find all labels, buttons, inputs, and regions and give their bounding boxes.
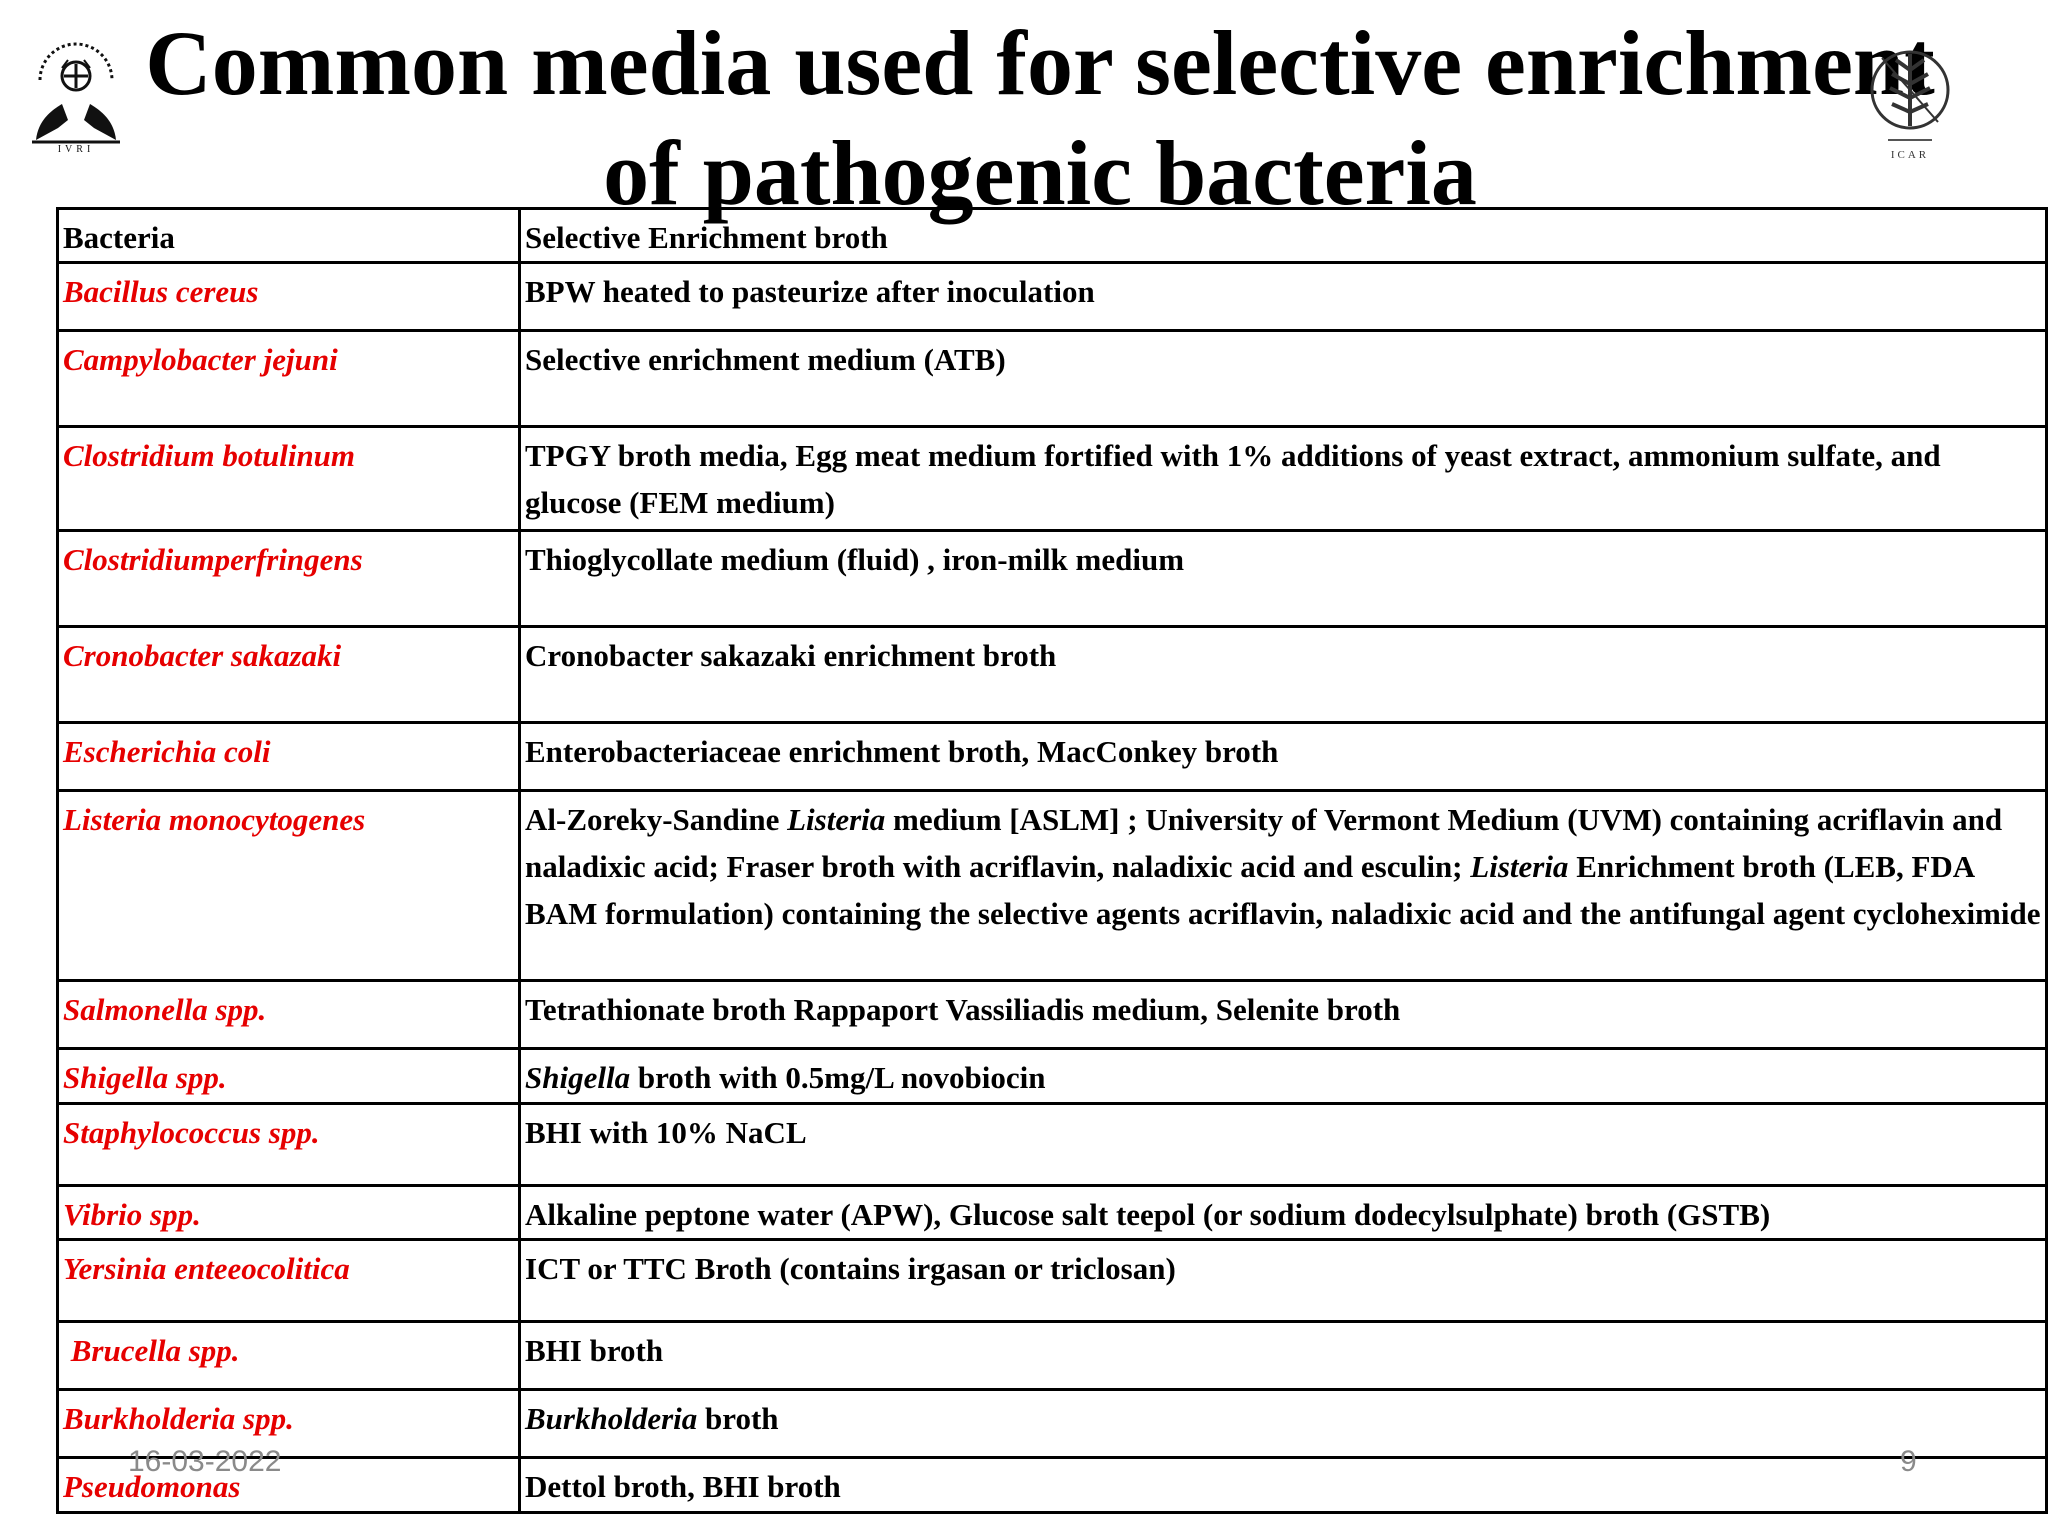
broth-text-italic: Listeria xyxy=(1470,849,1569,884)
table-row xyxy=(58,1049,2047,1104)
slide-title xyxy=(100,8,1980,228)
broth-text: Enterobacteriaceae enrichment broth, MacConkey broth xyxy=(525,734,1279,769)
broth-text: Enrichment broth (LEB, FDA BAM formulation) containing the selective agents acriflavin, naladixic acid and the antifungal agent cycloheximide xyxy=(525,849,2041,931)
table-header-row xyxy=(58,209,2047,263)
table-row xyxy=(58,1186,2047,1240)
enrichment-broth-cell xyxy=(520,627,2047,723)
bacteria-cell: Listeria monocytogenes xyxy=(58,791,520,981)
bacteria-cell: Brucella spp. xyxy=(58,1322,520,1390)
enrichment-broth-cell xyxy=(520,1322,2047,1390)
broth-text: Tetrathionate broth Rappaport Vassiliadis medium, Selenite broth xyxy=(525,992,1401,1027)
enrichment-broth-cell xyxy=(520,427,2047,531)
enrichment-broth-cell xyxy=(520,723,2047,791)
broth-text: broth with 0.5mg/L novobiocin xyxy=(630,1060,1046,1095)
bacteria-cell: Burkholderia spp. xyxy=(58,1390,520,1458)
broth-text: Al-Zoreky-Sandine xyxy=(525,802,788,837)
bacteria-cell: Clostridiumperfringens xyxy=(58,531,520,627)
enrichment-broth-cell xyxy=(520,791,2047,981)
bacteria-cell: Clostridium botulinum xyxy=(58,427,520,531)
bacteria-cell: Pseudomonas xyxy=(58,1458,520,1513)
table-row xyxy=(58,1458,2047,1513)
bacteria-cell: Shigella spp. xyxy=(58,1049,520,1104)
table-row xyxy=(58,1240,2047,1322)
slide-page-number: 9 xyxy=(1900,1445,1917,1478)
enrichment-broth-cell xyxy=(520,1186,2047,1240)
broth-text-italic: Shigella xyxy=(525,1060,631,1095)
title-line-1: Common media used for selective enrichment xyxy=(145,12,1935,114)
enrichment-broth-cell xyxy=(520,1458,2047,1513)
broth-text: Cronobacter sakazaki enrichment broth xyxy=(525,638,1057,673)
bacteria-cell: Staphylococcus spp. xyxy=(58,1104,520,1186)
broth-text-italic: Burkholderia xyxy=(525,1401,698,1436)
enrichment-broth-cell xyxy=(520,531,2047,627)
bacteria-cell: Campylobacter jejuni xyxy=(58,331,520,427)
table-row xyxy=(58,791,2047,981)
bacteria-cell: Salmonella spp. xyxy=(58,981,520,1049)
icar-logo-text: ICAR xyxy=(1890,149,1930,161)
enrichment-broth-cell xyxy=(520,263,2047,331)
broth-text: TPGY broth media, Egg meat medium fortified with 1% additions of yeast extract, ammonium sulfate, and glucose (FEM medium) xyxy=(525,438,1941,520)
table-row xyxy=(58,531,2047,627)
broth-text: Alkaline peptone water (APW), Glucose salt teepol (or sodium dodecylsulphate) broth (GSTB) xyxy=(525,1197,1771,1232)
ivri-logo-text: IVRI xyxy=(57,144,95,154)
enrichment-broth-cell xyxy=(520,1104,2047,1186)
table-row xyxy=(58,627,2047,723)
broth-text: Thioglycollate medium (fluid) , iron-milk medium xyxy=(525,542,1185,577)
broth-text-italic: Listeria xyxy=(787,802,886,837)
table-row xyxy=(58,263,2047,331)
broth-text: BPW heated to pasteurize after inoculation xyxy=(525,274,1095,309)
table-row xyxy=(58,1390,2047,1458)
table-row xyxy=(58,1104,2047,1186)
broth-text: ICT or TTC Broth (contains irgasan or triclosan) xyxy=(525,1251,1176,1286)
bacteria-cell: Yersinia enteeocolitica xyxy=(58,1240,520,1322)
table-row xyxy=(58,1322,2047,1390)
bacteria-cell: Vibrio spp. xyxy=(58,1186,520,1240)
broth-text: BHI broth xyxy=(525,1333,664,1368)
header-bacteria: Bacteria xyxy=(58,209,520,263)
broth-text: BHI with 10% NaCL xyxy=(525,1115,807,1150)
bacteria-cell: Bacillus cereus xyxy=(58,263,520,331)
enrichment-broth-cell xyxy=(520,331,2047,427)
table-row xyxy=(58,723,2047,791)
enrichment-broth-cell xyxy=(520,1240,2047,1322)
enrichment-broth-cell xyxy=(520,1049,2047,1104)
table-row xyxy=(58,331,2047,427)
enrichment-broth-cell xyxy=(520,1390,2047,1458)
title-line-2: of pathogenic bacteria xyxy=(603,122,1477,224)
broth-text: broth xyxy=(697,1401,779,1436)
enrichment-media-table xyxy=(56,207,2048,1514)
header-enrichment-broth: Selective Enrichment broth xyxy=(520,209,2047,263)
bacteria-cell: Cronobacter sakazaki xyxy=(58,627,520,723)
broth-text: medium [ASLM] ; University of Vermont Medium (UVM) containing acriflavin and naladixic acid; Fraser broth with acriflavin, naladixic acid and esculin; xyxy=(525,802,2003,884)
slide-date: 16-03-2022 xyxy=(128,1445,282,1478)
broth-text: Selective enrichment medium (ATB) xyxy=(525,342,1006,377)
icar-logo-icon xyxy=(1858,40,1962,164)
enrichment-broth-cell xyxy=(520,981,2047,1049)
bacteria-cell: Escherichia coli xyxy=(58,723,520,791)
broth-text: Dettol broth, BHI broth xyxy=(525,1469,841,1504)
table-row xyxy=(58,981,2047,1049)
table-row xyxy=(58,427,2047,531)
